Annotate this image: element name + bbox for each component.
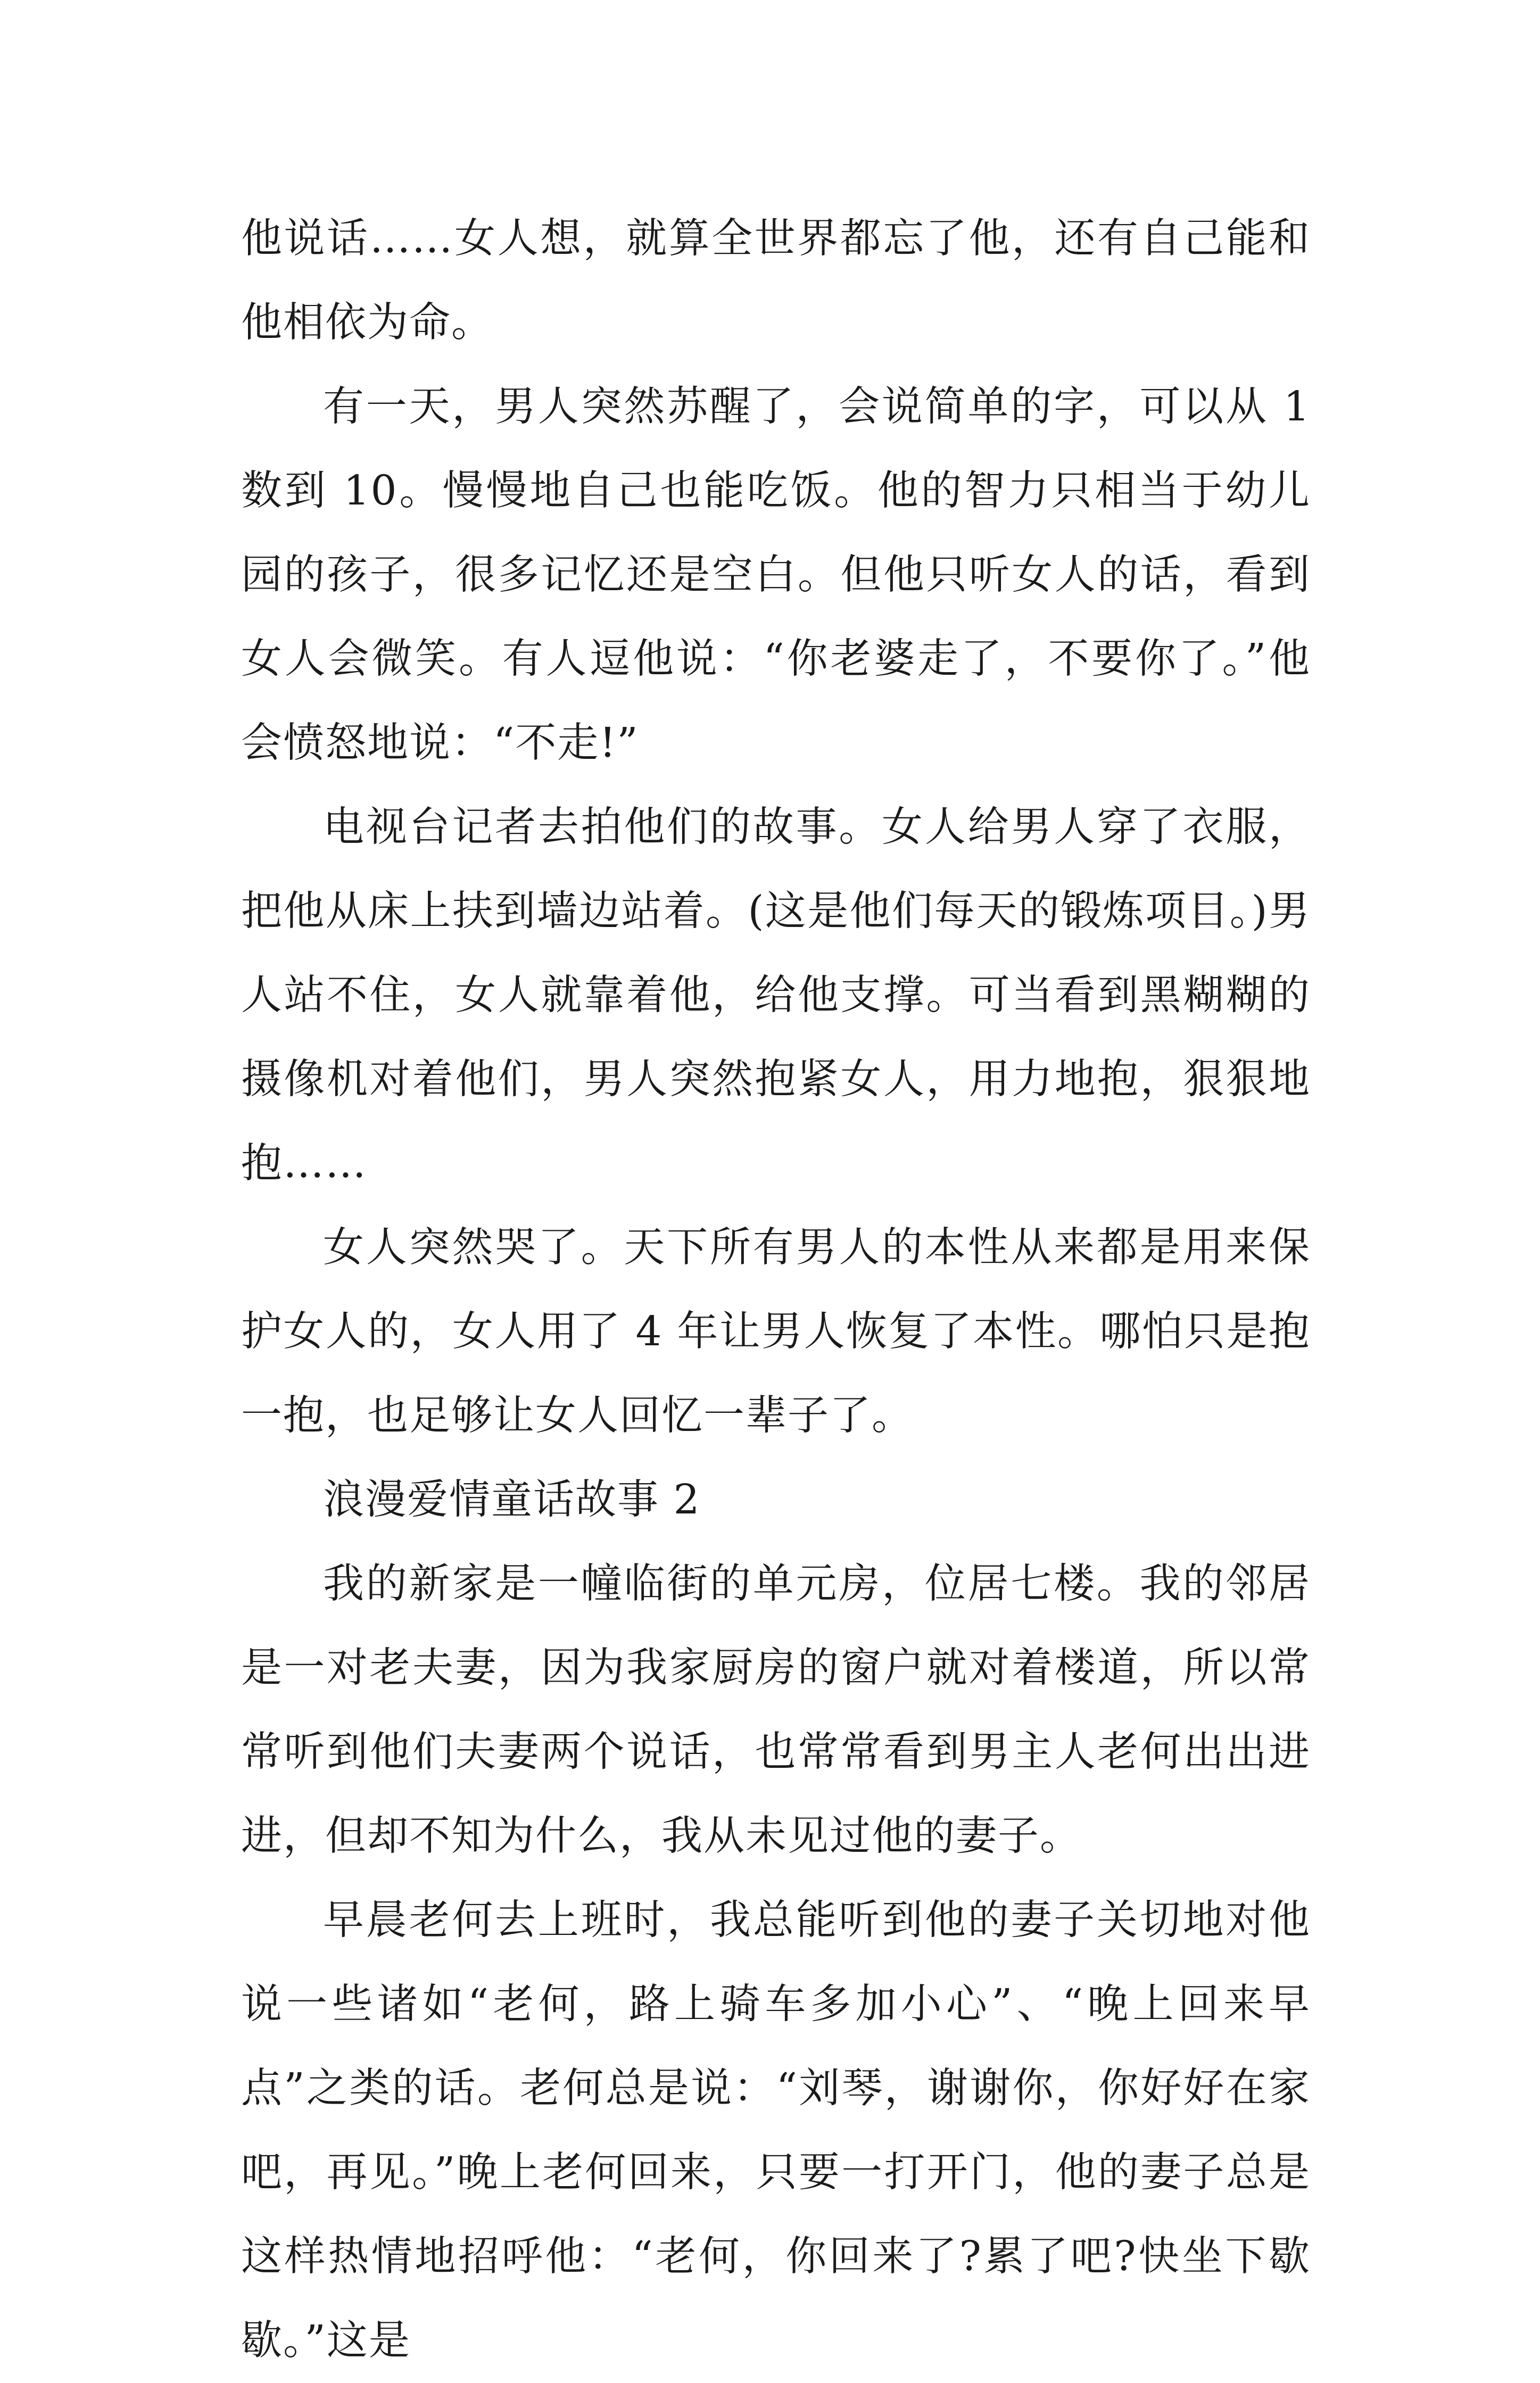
paragraph-1: 他说话……女人想，就算全世界都忘了他，还有自己能和他相依为命。	[241, 215, 1311, 346]
paragraph-5: 我的新家是一幢临街的单元房，位居七楼。我的邻居是一对老夫妻，因为我家厨房的窗户就对着楼道，所以常常听到他们夫妻两个说话，也常常看到男主人老何出出进进，但却不知为什么，我从未见过他的妻子。	[241, 1560, 1311, 1860]
document-body	[241, 197, 1311, 2383]
paragraph-4: 女人突然哭了。天下所有男人的本性从来都是用来保护女人的，女人用了 4 年让男人恢复了本性。哪怕只是抱一抱，也足够让女人回忆一辈子了。	[241, 1224, 1311, 1439]
paragraph-3: 电视台记者去拍他们的故事。女人给男人穿了衣服，把他从床上扶到墙边站着。(这是他们每天的锻炼项目。)男人站不住，女人就靠着他，给他支撑。可当看到黑糊糊的摄像机对着他们，男人突然抱紧女人，用力地抱，狠狠地抱……	[241, 804, 1311, 1187]
paragraph-2: 有一天，男人突然苏醒了，会说简单的字，可以从 1 数到 10。慢慢地自己也能吃饭。他的智力只相当于幼儿园的孩子，很多记忆还是空白。但他只听女人的话，看到女人会微笑。有人逗他说：“你老婆走了，不要你了。”他会愤怒地说：“不走!”	[241, 383, 1311, 767]
paragraph-6: 早晨老何去上班时，我总能听到他的妻子关切地对他说一些诸如“老何，路上骑车多加小心”、“晚上回来早点”之类的话。老何总是说：“刘琴，谢谢你，你好好在家吧，再见。”晚上老何回来，只要一打开门，他的妻子总是这样热情地招呼他：“老何，你回来了?累了吧?快坐下歇歇。”这是	[241, 1897, 1311, 2364]
section-heading: 浪漫爱情童话故事 2	[323, 1476, 701, 1524]
